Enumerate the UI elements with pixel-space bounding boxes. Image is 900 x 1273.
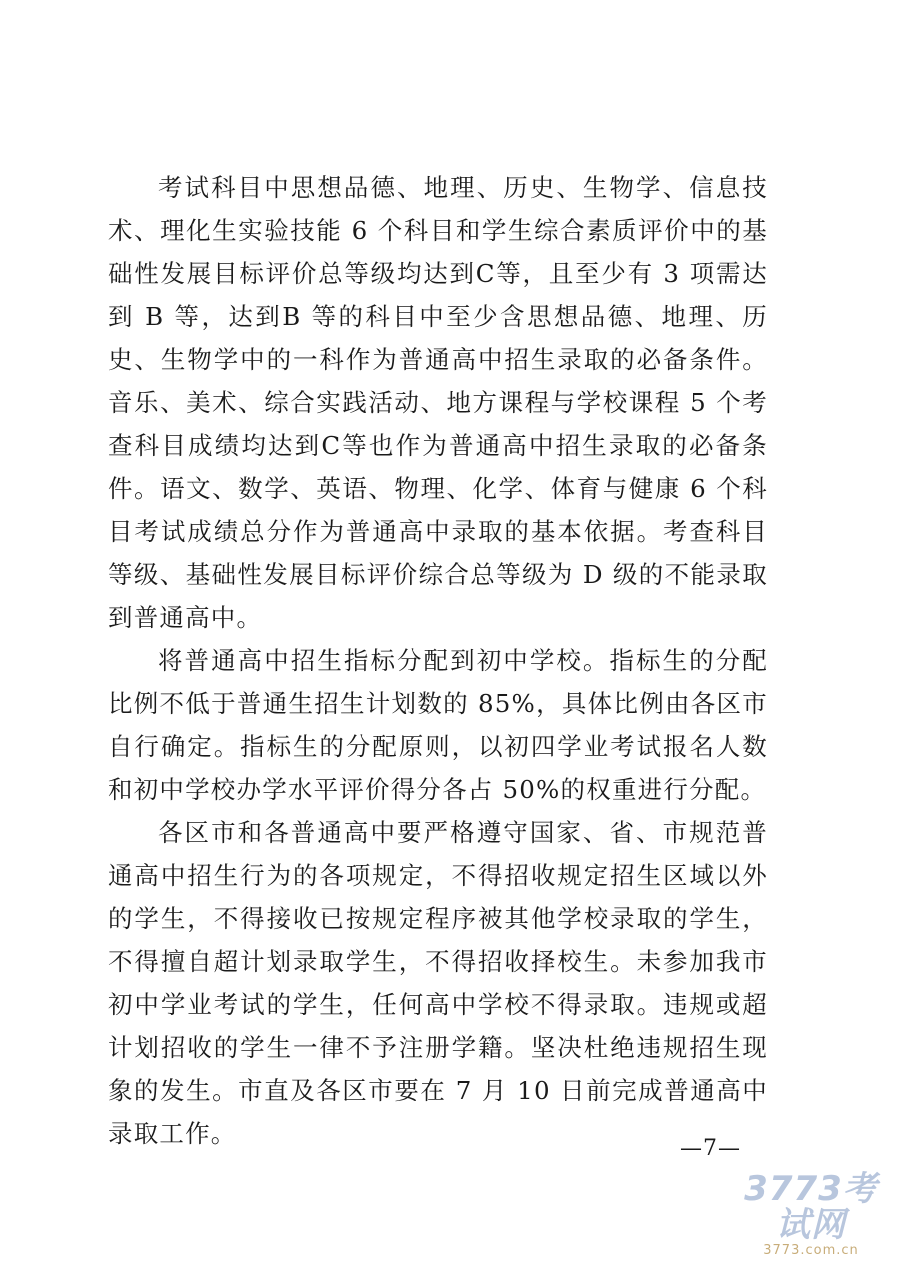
watermark-logo: 3773考试网 <box>744 1169 878 1245</box>
paragraph-admission-rules: 各区市和各普通高中要严格遵守国家、省、市规范普通高中招生行为的各项规定，不得招收规定招生区域以外的学生，不得接收已按规定程序被其他学校录取的学生，不得擅自超计划录取学生，不得招收择校生。未参加我市初中学业考试的学生，任何高中学校不得录取。违规或超计划招收的学生一律不予注册学籍。坚决杜绝违规招生现象的发生。市直及各区市要在 7 月 10 日前完成普通高中录取工作。 <box>108 818 768 1148</box>
paragraph-exam-subjects: 考试科目中思想品德、地理、历史、生物学、信息技术、理化生实验技能 6 个科目和学生综合素质评价中的基础性发展目标评价总等级均达到C等，且至少有 3 项需达到 B 等，达到B 等的科目中至少含思想品德、地理、历史、生物学中的一科作为普通高中招生录取的必备条件。音乐、美术、综合实践活动、地方课程与学校课程 5 个考查科目成绩均达到C等也作为普通高中招生录取的必备条件。语文、数学、英语、物理、化学、体育与健康 6 个科目考试成绩总分作为普通高中录取的基本依据。考查科目等级、基础性发展目标评价综合总等级为 D 级的不能录取到普通高中。 <box>108 173 768 632</box>
page-number: —7— <box>680 1136 741 1161</box>
watermark <box>736 1171 886 1259</box>
paragraph-quota-allocation: 将普通高中招生指标分配到初中学校。指标生的分配比例不低于普通生招生计划数的 85%，具体比例由各区市自行确定。指标生的分配原则，以初四学业考试报名人数和初中学校办学水平评价得分各占 50%的权重进行分配。 <box>108 646 768 804</box>
document-body <box>108 166 768 1155</box>
watermark-url: 3773.com.cn <box>763 1243 859 1258</box>
